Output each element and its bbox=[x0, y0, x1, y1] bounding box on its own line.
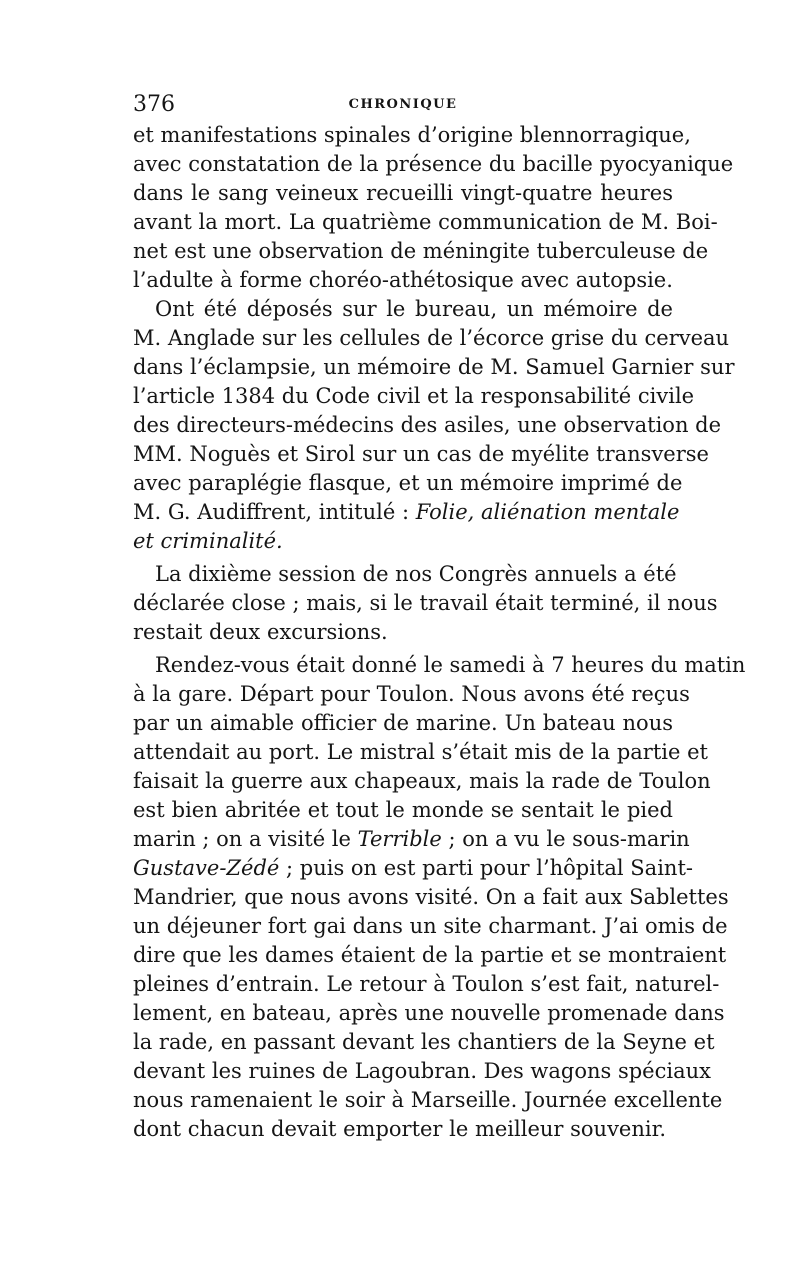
text-line: attendait au port. Le mistral s’était mis de la partie et bbox=[133, 740, 708, 764]
text-line: avec paraplégie flasque, et un mémoire imprimé de bbox=[133, 471, 683, 495]
running-head bbox=[133, 90, 673, 120]
text-line: et manifestations spinales d’origine blennorragique, bbox=[133, 123, 691, 147]
text-line: faisait la guerre aux chapeaux, mais la rade de Toulon bbox=[133, 769, 711, 793]
body-text bbox=[133, 121, 746, 1144]
text-line: restait deux excursions. bbox=[133, 620, 388, 644]
italic-title: Folie, aliénation mentale bbox=[415, 500, 680, 524]
text-line: est bien abritée et tout le monde se sentait le pied bbox=[133, 798, 673, 822]
text-line: déclarée close ; mais, si le travail était terminé, il nous bbox=[133, 591, 718, 615]
text-line: Ont été déposés sur le bureau, un mémoire de bbox=[155, 297, 673, 321]
text-line: La dixième session de nos Congrès annuels a été bbox=[155, 562, 677, 586]
text-line: lement, en bateau, après une nouvelle promenade dans bbox=[133, 1001, 725, 1025]
italic-ship-name: Gustave-Zédé bbox=[133, 856, 280, 880]
text-line: l’article 1384 du Code civil et la responsabilité civile bbox=[133, 384, 695, 408]
text-line: devant les ruines de Lagoubran. Des wagons spéciaux bbox=[133, 1059, 711, 1083]
text-line: des directeurs-médecins des asiles, une observation de bbox=[133, 413, 722, 437]
text-line: avant la mort. La quatrième communication de M. Boi- bbox=[133, 210, 718, 234]
text-line: Rendez-vous était donné le samedi à 7 heures du matin bbox=[155, 653, 746, 677]
italic-title: et criminalité. bbox=[133, 529, 283, 553]
text-line: MM. Noguès et Sirol sur un cas de myélite transverse bbox=[133, 442, 709, 466]
text-line: dire que les dames étaient de la partie et se montraient bbox=[133, 943, 727, 967]
text-line: M. Anglade sur les cellules de l’écorce grise du cerveau bbox=[133, 326, 730, 350]
text-line: pleines d’entrain. Le retour à Toulon s’est fait, naturel- bbox=[133, 972, 720, 996]
running-title: CHRONIQUE bbox=[348, 97, 458, 112]
text-line: net est une observation de méningite tuberculeuse de bbox=[133, 239, 709, 263]
text-line: à la gare. Départ pour Toulon. Nous avons été reçus bbox=[133, 682, 690, 706]
text-line: la rade, en passant devant les chantiers de la Seyne et bbox=[133, 1030, 715, 1054]
text-line: M. G. Audiffrent, intitulé : Folie, aliénation mentale bbox=[133, 500, 680, 524]
text-line: nous ramenaient le soir à Marseille. Journée excellente bbox=[133, 1088, 723, 1112]
text-line: avec constatation de la présence du bacille pyocyanique bbox=[133, 152, 734, 176]
page-number: 376 bbox=[133, 92, 175, 117]
text-line: dans le sang veineux recueilli vingt-quatre heures bbox=[133, 181, 673, 205]
text-line: Mandrier, que nous avons visité. On a fait aux Sablettes bbox=[133, 885, 729, 909]
italic-ship-name: Terrible bbox=[357, 827, 442, 851]
text-line: marin ; on a visité le Terrible ; on a vu le sous-marin bbox=[133, 827, 690, 851]
text-line: un déjeuner fort gai dans un site charmant. J’ai omis de bbox=[133, 914, 728, 938]
text-line: dans l’éclampsie, un mémoire de M. Samuel Garnier sur bbox=[133, 355, 735, 379]
text-line: l’adulte à forme choréo-athétosique avec autopsie. bbox=[133, 268, 673, 292]
text-line bbox=[133, 527, 673, 556]
text-line: dont chacun devait emporter le meilleur souvenir. bbox=[133, 1117, 667, 1141]
text-line: Gustave-Zédé ; puis on est parti pour l’hôpital Saint- bbox=[133, 856, 693, 880]
text-line: par un aimable officier de marine. Un bateau nous bbox=[133, 711, 673, 735]
